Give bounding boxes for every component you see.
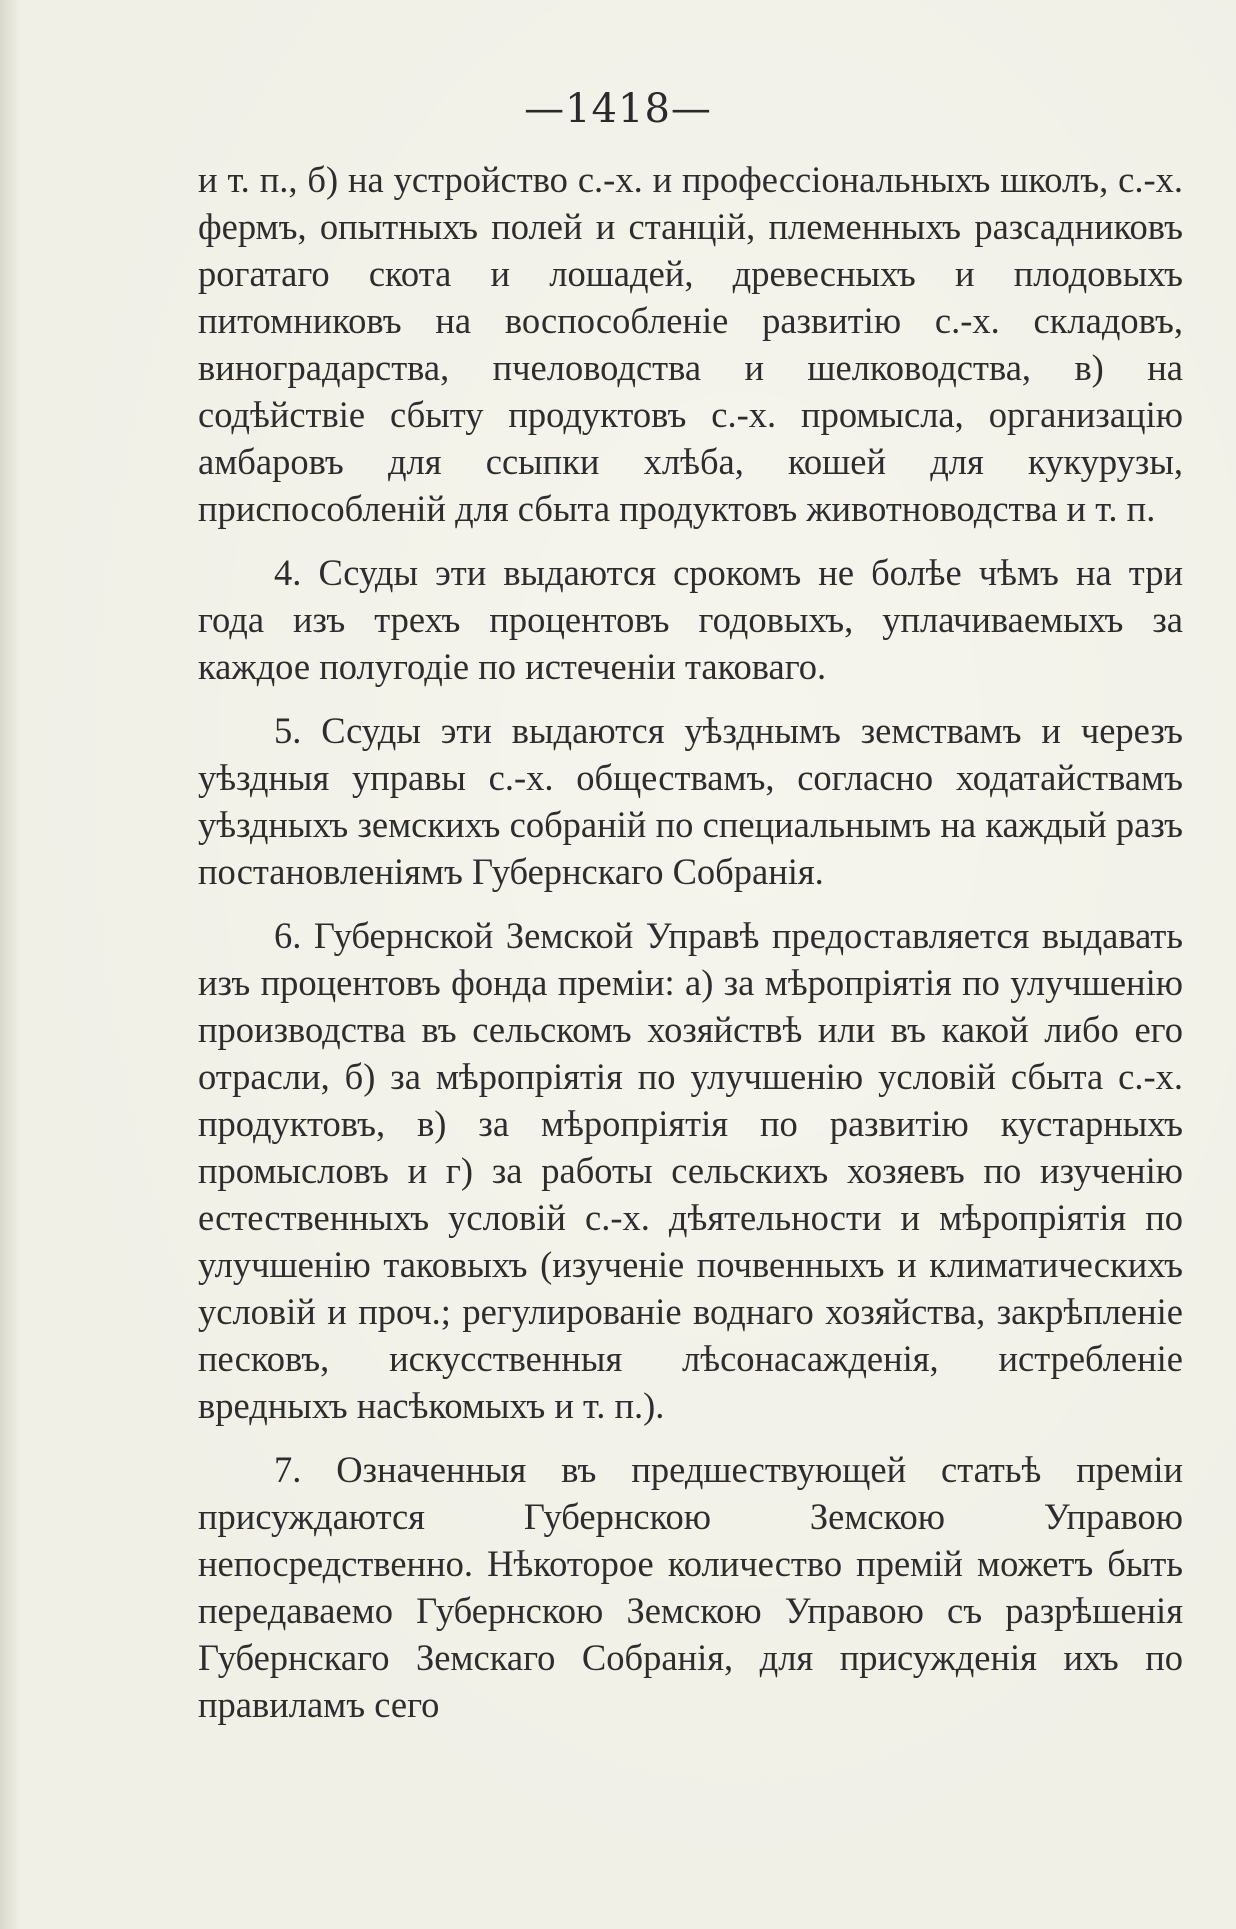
paragraph-3-continuation: и т. п., б) на устройство с.-х. и профессіональныхъ школъ, с.-х. фермъ, опытныхъ полей и станцій, племенныхъ разсадниковъ рогатаго скота и лошадей, древесныхъ и плодовыхъ питомниковъ на воспособленіе развитію с.-х. складовъ, виноградарства, пчеловодства и шелководства, в) на содѣйствіе сбыту продуктовъ с.-х. промысла, организацію амбаровъ для ссыпки хлѣба, кошей для кукурузы, приспособленій для сбыта продуктовъ животноводства и т. п.	[198, 159, 1183, 529]
paragraph-6: 6. Губернской Земской Управѣ предоставляется выдавать изъ процентовъ фонда преміи: а) за мѣропріятія по улучшенію производства въ сельскомъ хозяйствѣ или въ какой либо его отрасли, б) за мѣропріятія по улучшенію условій сбыта с.-х. продуктовъ, в) за мѣропріятія по развитію кустарныхъ промысловъ и г) за работы сельскихъ хозяевъ по изученію естественныхъ условій с.-х. дѣятельности и мѣропріятія по улучшенію таковыхъ (изученіе почвенныхъ и климатическихъ условій и проч.; регулированіе воднаго хозяйства, закрѣпленіе песковъ, искусственныя лѣсонасажденія, истребленіе вредныхъ насѣкомыхъ и т. п.).	[198, 915, 1183, 1426]
body-text	[198, 156, 1183, 1728]
paragraph-4: 4. Ссуды эти выдаются срокомъ не болѣе чѣмъ на три года изъ трехъ процентовъ годовыхъ, уплачиваемыхъ за каждое полугодіе по истеченіи таковаго.	[198, 552, 1183, 687]
page-edge-shadow	[0, 0, 20, 1929]
page-number: —1418—	[524, 86, 712, 132]
paragraph-5: 5. Ссуды эти выдаются уѣзднымъ земствамъ и черезъ уѣздныя управы с.-х. обществамъ, согласно ходатайствамъ уѣздныхъ земскихъ собраній по специальнымъ на каждый разъ постановленіямъ Губернскаго Собранія.	[198, 710, 1183, 892]
paragraph-7: 7. Означенныя въ предшествующей статьѣ преміи присуждаются Губернскою Земскою Управою непосредственно. Нѣкоторое количество премій можетъ быть передаваемо Губернскою Земскою Управою съ разрѣшенія Губернскаго Земскаго Собранія, для присужденія ихъ по правиламъ сего	[198, 1449, 1183, 1725]
